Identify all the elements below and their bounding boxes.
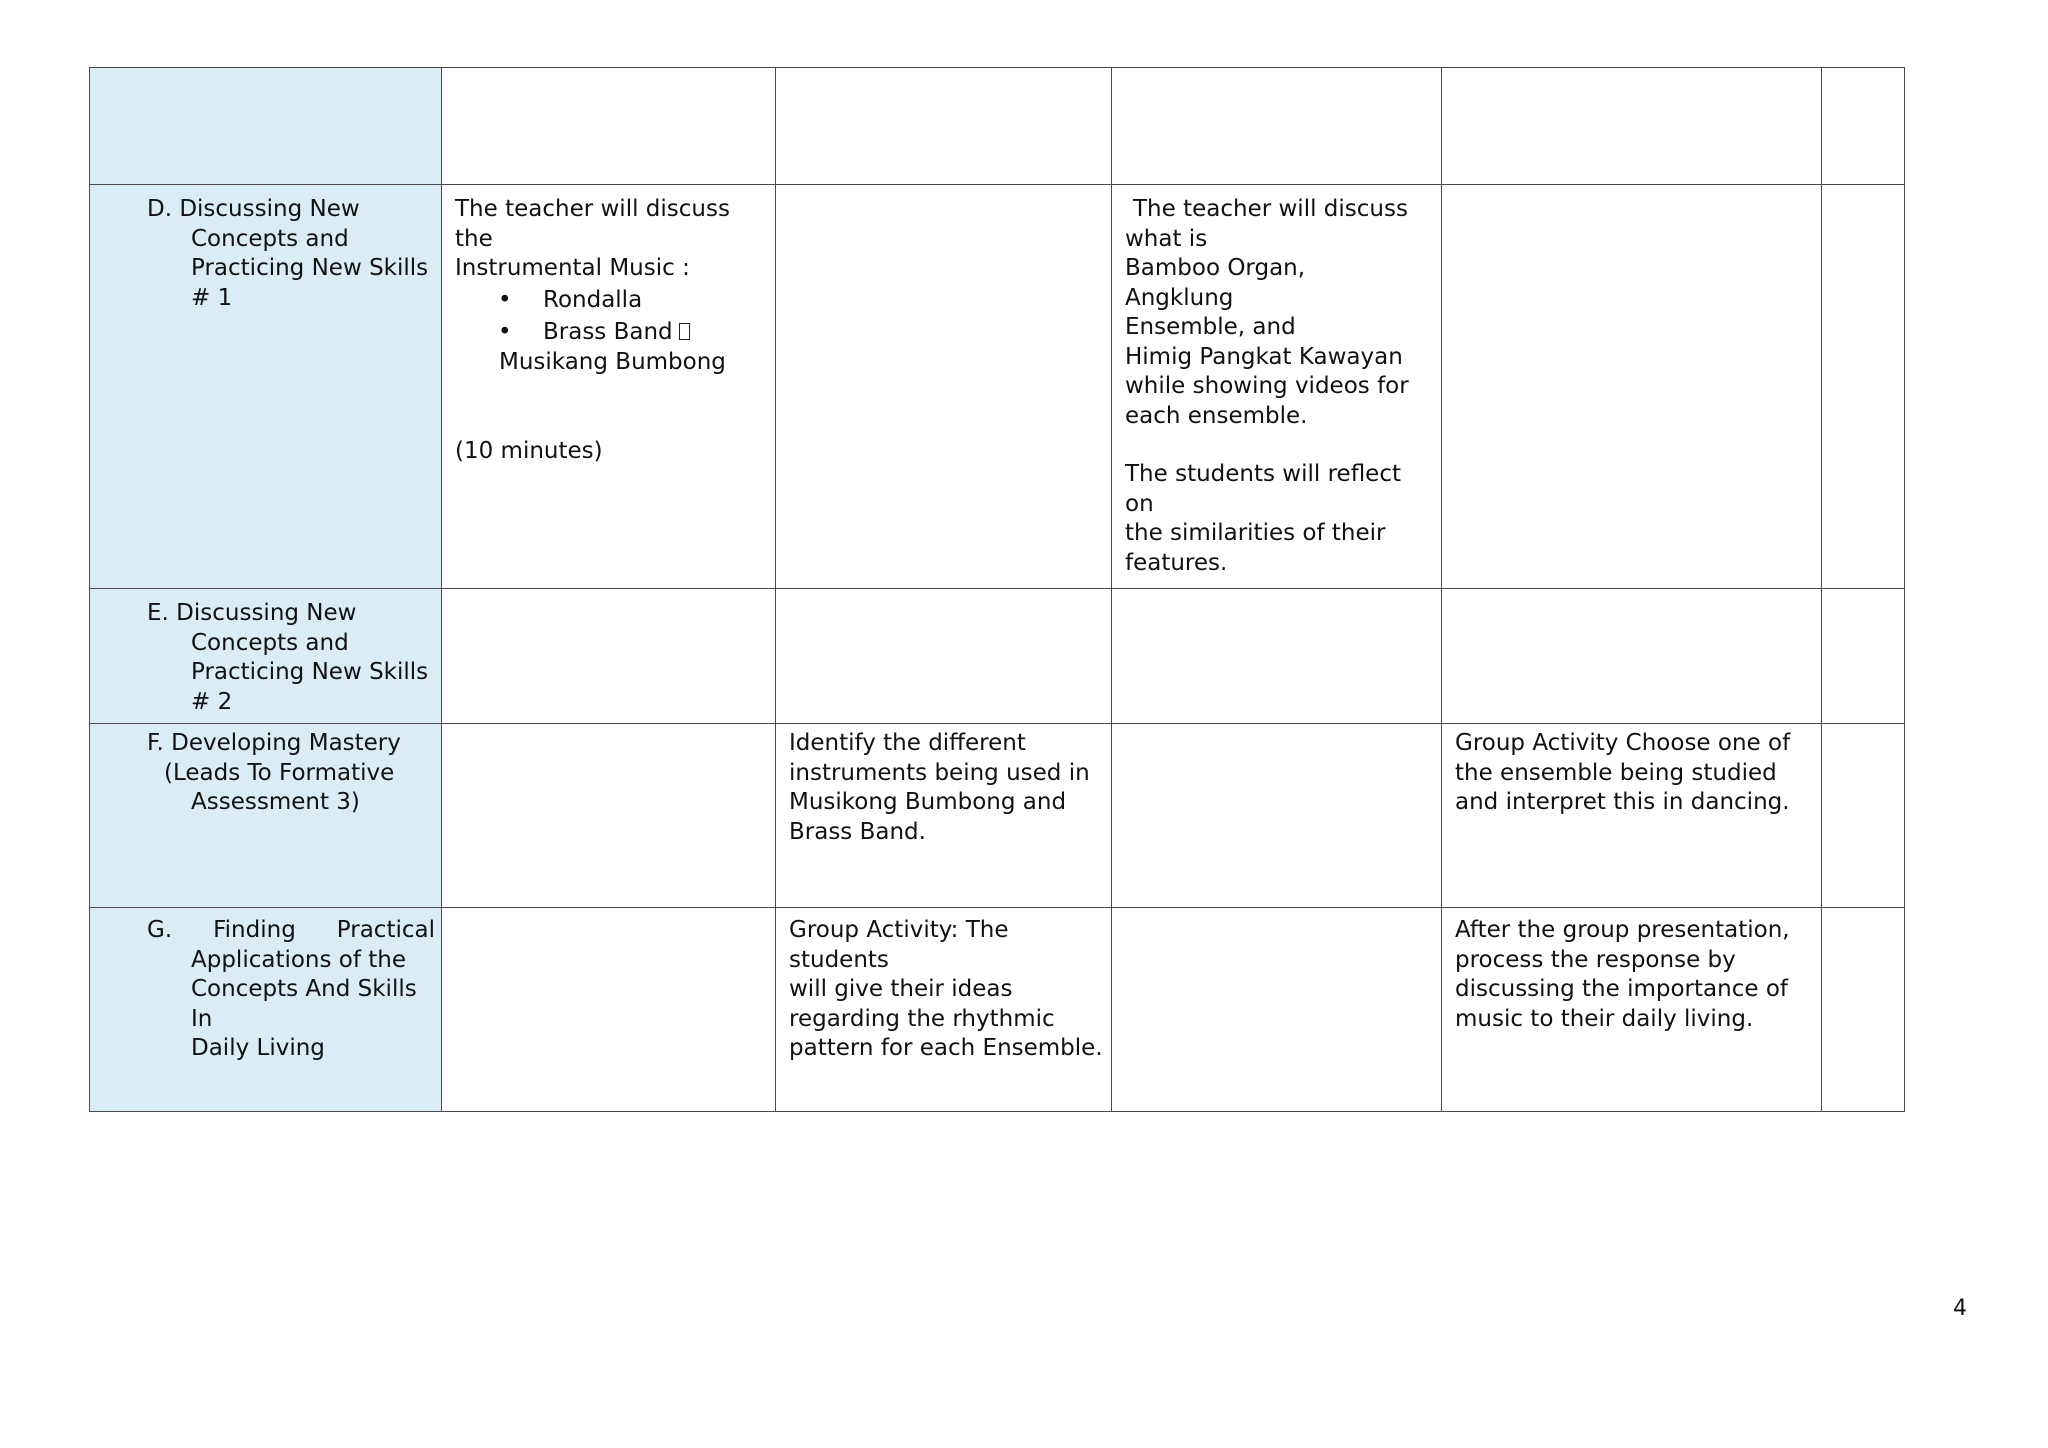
bullet-list xyxy=(455,284,767,348)
table-cell xyxy=(1822,68,1905,185)
table-cell xyxy=(442,68,776,185)
list-item-label: Brass Band xyxy=(543,318,673,345)
table-cell xyxy=(1442,908,1822,1112)
cell-text-line: The teacher will discuss the xyxy=(455,196,730,252)
cell-text-line: Brass Band. xyxy=(789,818,926,845)
table-row xyxy=(90,185,1905,589)
table-cell xyxy=(776,589,1112,724)
cell-text-line: instruments being used in xyxy=(789,759,1090,786)
table-cell xyxy=(776,908,1112,1112)
row-heading-line: E. Discussing New xyxy=(147,600,357,626)
page-number: 4 xyxy=(1953,1296,1967,1321)
list-item xyxy=(455,284,767,316)
row-heading-word: G. xyxy=(147,917,173,943)
table-cell xyxy=(1442,589,1822,724)
table-cell xyxy=(776,68,1112,185)
table-cell xyxy=(1442,68,1822,185)
cell-text-line: Ensemble, and xyxy=(1125,314,1296,340)
cell-text-line: Group Activity: The students xyxy=(789,917,1009,973)
table-row xyxy=(90,908,1905,1112)
table-row xyxy=(90,724,1905,908)
table-cell xyxy=(1442,185,1822,589)
row-heading-line: Concepts and xyxy=(191,629,349,656)
lesson-plan-table xyxy=(89,67,1905,1112)
cell-text-line: regarding the rhythmic xyxy=(789,1005,1055,1032)
row-heading-cell xyxy=(90,908,442,1112)
table-row xyxy=(90,68,1905,185)
table-cell xyxy=(1112,908,1442,1112)
table-cell xyxy=(1112,185,1442,589)
table-cell xyxy=(1822,589,1905,724)
cell-text-line: each ensemble. xyxy=(1125,402,1308,429)
bullet-icon: • xyxy=(498,286,512,313)
cell-text-line: discussing the importance of xyxy=(1455,976,1788,1002)
cell-text-line: the similarities of their xyxy=(1125,520,1386,546)
row-heading-line: Concepts and xyxy=(191,225,349,252)
row-heading-line xyxy=(147,916,435,946)
list-item-label: Rondalla xyxy=(543,286,643,313)
list-item xyxy=(455,316,767,348)
row-heading-word: Finding xyxy=(213,917,296,943)
table-row xyxy=(90,589,1905,724)
cell-text-line: Group Activity Choose one of xyxy=(1455,730,1791,756)
row-heading-line: Applications of the xyxy=(191,946,407,973)
cell-text-line: Musikang Bumbong xyxy=(499,348,726,375)
row-heading-line: (Leads To Formative xyxy=(164,759,395,786)
row-heading-line: Concepts And Skills In xyxy=(191,976,417,1032)
table-cell xyxy=(442,185,776,589)
row-heading-cell xyxy=(90,724,442,908)
row-heading-line: # 2 xyxy=(191,688,233,715)
row-heading-line: Assessment 3) xyxy=(191,789,360,815)
cell-text-line: Bamboo Organ, xyxy=(1125,255,1306,281)
table-cell xyxy=(1112,68,1442,185)
cell-text-line: features. xyxy=(1125,549,1228,576)
cell-text-line: Himig Pangkat Kawayan xyxy=(1125,343,1403,370)
cell-text-line: Instrumental Music : xyxy=(455,255,690,281)
cell-text-line: Angklung xyxy=(1125,284,1234,311)
cell-text-line: Identify the different xyxy=(789,730,1026,756)
missing-glyph-icon xyxy=(679,323,690,340)
table-cell xyxy=(1112,589,1442,724)
table-cell xyxy=(1822,724,1905,908)
table-cell xyxy=(442,724,776,908)
cell-text-line: pattern for each Ensemble. xyxy=(789,1035,1103,1061)
cell-text-line: what is xyxy=(1125,225,1208,252)
table-cell xyxy=(776,724,1112,908)
cell-text-line: (10 minutes) xyxy=(455,438,603,464)
cell-text-line: music to their daily living. xyxy=(1455,1005,1754,1032)
cell-text-line: the ensemble being studied xyxy=(1455,759,1777,786)
row-heading-word: Practical xyxy=(336,917,435,943)
cell-text-line: Musikong Bumbong and xyxy=(789,789,1067,815)
row-heading-cell xyxy=(90,68,442,185)
row-heading-line: # 1 xyxy=(191,284,233,311)
cell-text-line: will give their ideas xyxy=(789,976,1013,1002)
table-cell xyxy=(1442,724,1822,908)
cell-text-line: and interpret this in dancing. xyxy=(1455,789,1790,815)
row-heading-cell xyxy=(90,185,442,589)
table-cell xyxy=(1822,185,1905,589)
cell-text-line: process the response by xyxy=(1455,946,1736,973)
row-heading-line: Practicing New Skills xyxy=(191,255,429,281)
cell-text-line: After the group presentation, xyxy=(1455,917,1790,943)
cell-text-line: The students will reflect on xyxy=(1125,461,1401,517)
table-cell xyxy=(442,589,776,724)
row-heading-line: Practicing New Skills xyxy=(191,659,429,685)
table-cell xyxy=(1822,908,1905,1112)
row-heading-cell xyxy=(90,589,442,724)
table-cell xyxy=(1112,724,1442,908)
row-heading-line: F. Developing Mastery xyxy=(147,730,401,756)
cell-text-line: The teacher will discuss xyxy=(1133,196,1408,222)
row-heading-line: D. Discussing New xyxy=(147,196,360,222)
cell-text-line: while showing videos for xyxy=(1125,373,1409,399)
table-cell xyxy=(442,908,776,1112)
bullet-icon: • xyxy=(498,318,512,345)
table-cell xyxy=(776,185,1112,589)
row-heading-line: Daily Living xyxy=(191,1035,325,1061)
